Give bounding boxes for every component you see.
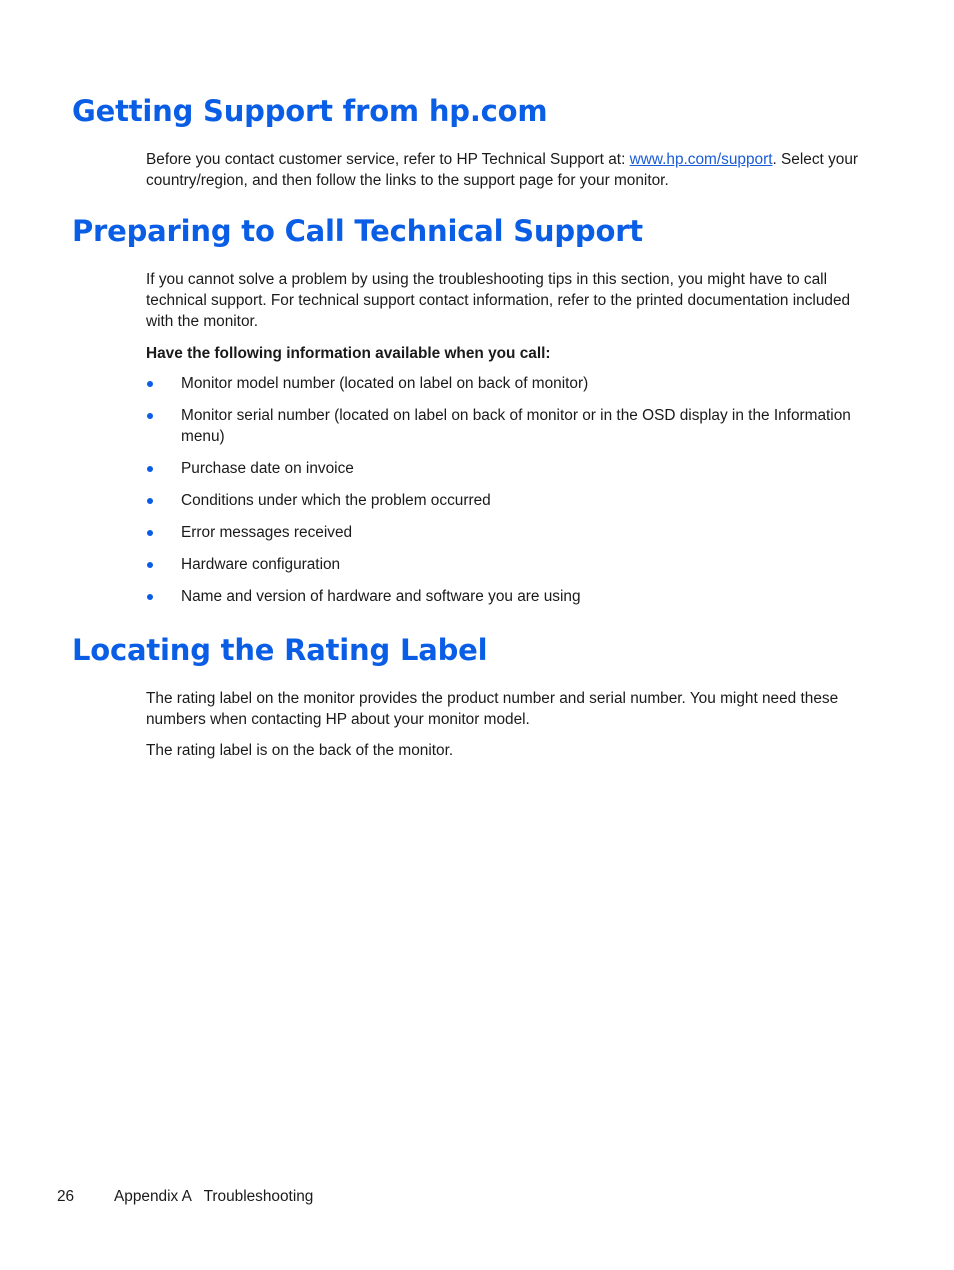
footer-section-title: Appendix A Troubleshooting: [114, 1188, 314, 1205]
list-item-text: Monitor serial number (located on label on back of monitor or in the OSD display in the Information menu): [181, 407, 851, 445]
list-item: [146, 458, 866, 479]
paragraph-text-before-link: Before you contact customer service, refer to HP Technical Support at:: [146, 151, 630, 168]
information-checklist: [146, 373, 866, 618]
bullet-icon: [147, 562, 153, 568]
list-item: [146, 554, 866, 575]
list-item-text: Error messages received: [181, 524, 353, 541]
bullet-icon: [147, 498, 153, 504]
bullet-icon: [147, 381, 153, 387]
paragraph-rating-label-2: The rating label is on the back of the monitor.: [146, 742, 454, 759]
bullet-icon: [147, 413, 153, 419]
list-item: [146, 522, 866, 543]
list-item: [146, 490, 866, 511]
page-number: 26: [57, 1188, 75, 1205]
bullet-icon: [147, 530, 153, 536]
bullet-icon: [147, 466, 153, 472]
list-item-text: Hardware configuration: [181, 556, 341, 573]
heading-getting-support: Getting Support from hp.com: [72, 94, 548, 128]
list-item: [146, 586, 866, 607]
paragraph-preparing-to-call: If you cannot solve a problem by using the troubleshooting tips in this section, you might have to call technical support. For technical support contact information, refer to the printed documentation included with the monitor.: [146, 271, 851, 330]
list-item-text: Name and version of hardware and software you are using: [181, 588, 581, 605]
paragraph-rating-label-1: The rating label on the monitor provides the product number and serial number. You might need these numbers when contacting HP about your monitor model.: [146, 690, 839, 728]
bold-lead-information: Have the following information available when you call:: [146, 345, 551, 362]
bullet-icon: [147, 594, 153, 600]
paragraph-text-after-link: . Select your country/region, and then follow the links to the support page for your monitor.: [146, 151, 859, 189]
paragraph-getting-support: [146, 149, 871, 191]
hp-support-link[interactable]: www.hp.com/support: [629, 151, 773, 168]
list-item: [146, 373, 866, 394]
heading-preparing-to-call: Preparing to Call Technical Support: [72, 214, 643, 248]
heading-locating-rating-label: Locating the Rating Label: [72, 633, 488, 667]
list-item-text: Monitor model number (located on label on back of monitor): [181, 375, 589, 392]
list-item-text: Purchase date on invoice: [181, 460, 354, 477]
list-item: [146, 405, 866, 447]
list-item-text: Conditions under which the problem occurred: [181, 492, 491, 509]
